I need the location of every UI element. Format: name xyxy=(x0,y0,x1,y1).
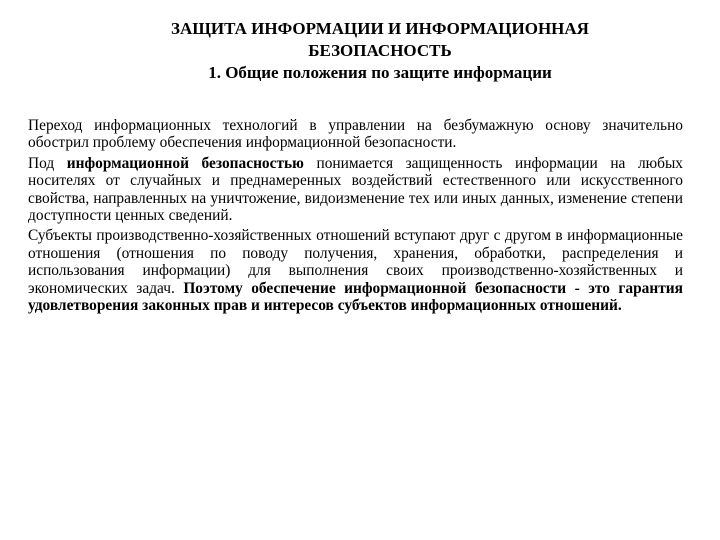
body-text xyxy=(28,117,683,317)
title-line-2: БЕЗОПАСНОСТЬ xyxy=(308,41,452,60)
paragraph-3-text: Субъекты производственно-хозяйственных отношений вступают друг с другом в информационные отношения (отношения по поводу получения, хранения, обработки, распределения и использования информации) для выполнения своих производственно-хозяйственных и экономических задач. xyxy=(28,227,683,297)
paragraph-1 xyxy=(28,117,683,152)
section-subtitle: 1. Общие положения по защите информации xyxy=(208,63,552,82)
paragraph-3 xyxy=(28,227,683,314)
paragraph-2 xyxy=(28,155,683,225)
title-line-1: ЗАЩИТА ИНФОРМАЦИИ И ИНФОРМАЦИОННАЯ xyxy=(171,19,589,38)
paragraph-2-term: информационной безопасностью xyxy=(66,154,304,172)
paragraph-3-conclusion: Поэтому обеспечение информационной безопасности - это гарантия удовлетворения законных прав и интересов субъектов информационных отношений. xyxy=(28,279,683,315)
paragraph-1-text: Переход информационных технологий в управлении на безбумажную основу значительно обострил проблему обеспечения информационной безопасности. xyxy=(28,117,683,152)
paragraph-2-rest: понимается защищенность информации на любых носителях от случайных и преднамеренных воздействий естественного или искусственного свойства, направленных на уничтожение, видоизменение тех или иных данных, изменение степени доступности ценных сведений. xyxy=(28,154,683,225)
paragraph-2-start: Под xyxy=(28,154,67,172)
page-title xyxy=(60,18,700,84)
